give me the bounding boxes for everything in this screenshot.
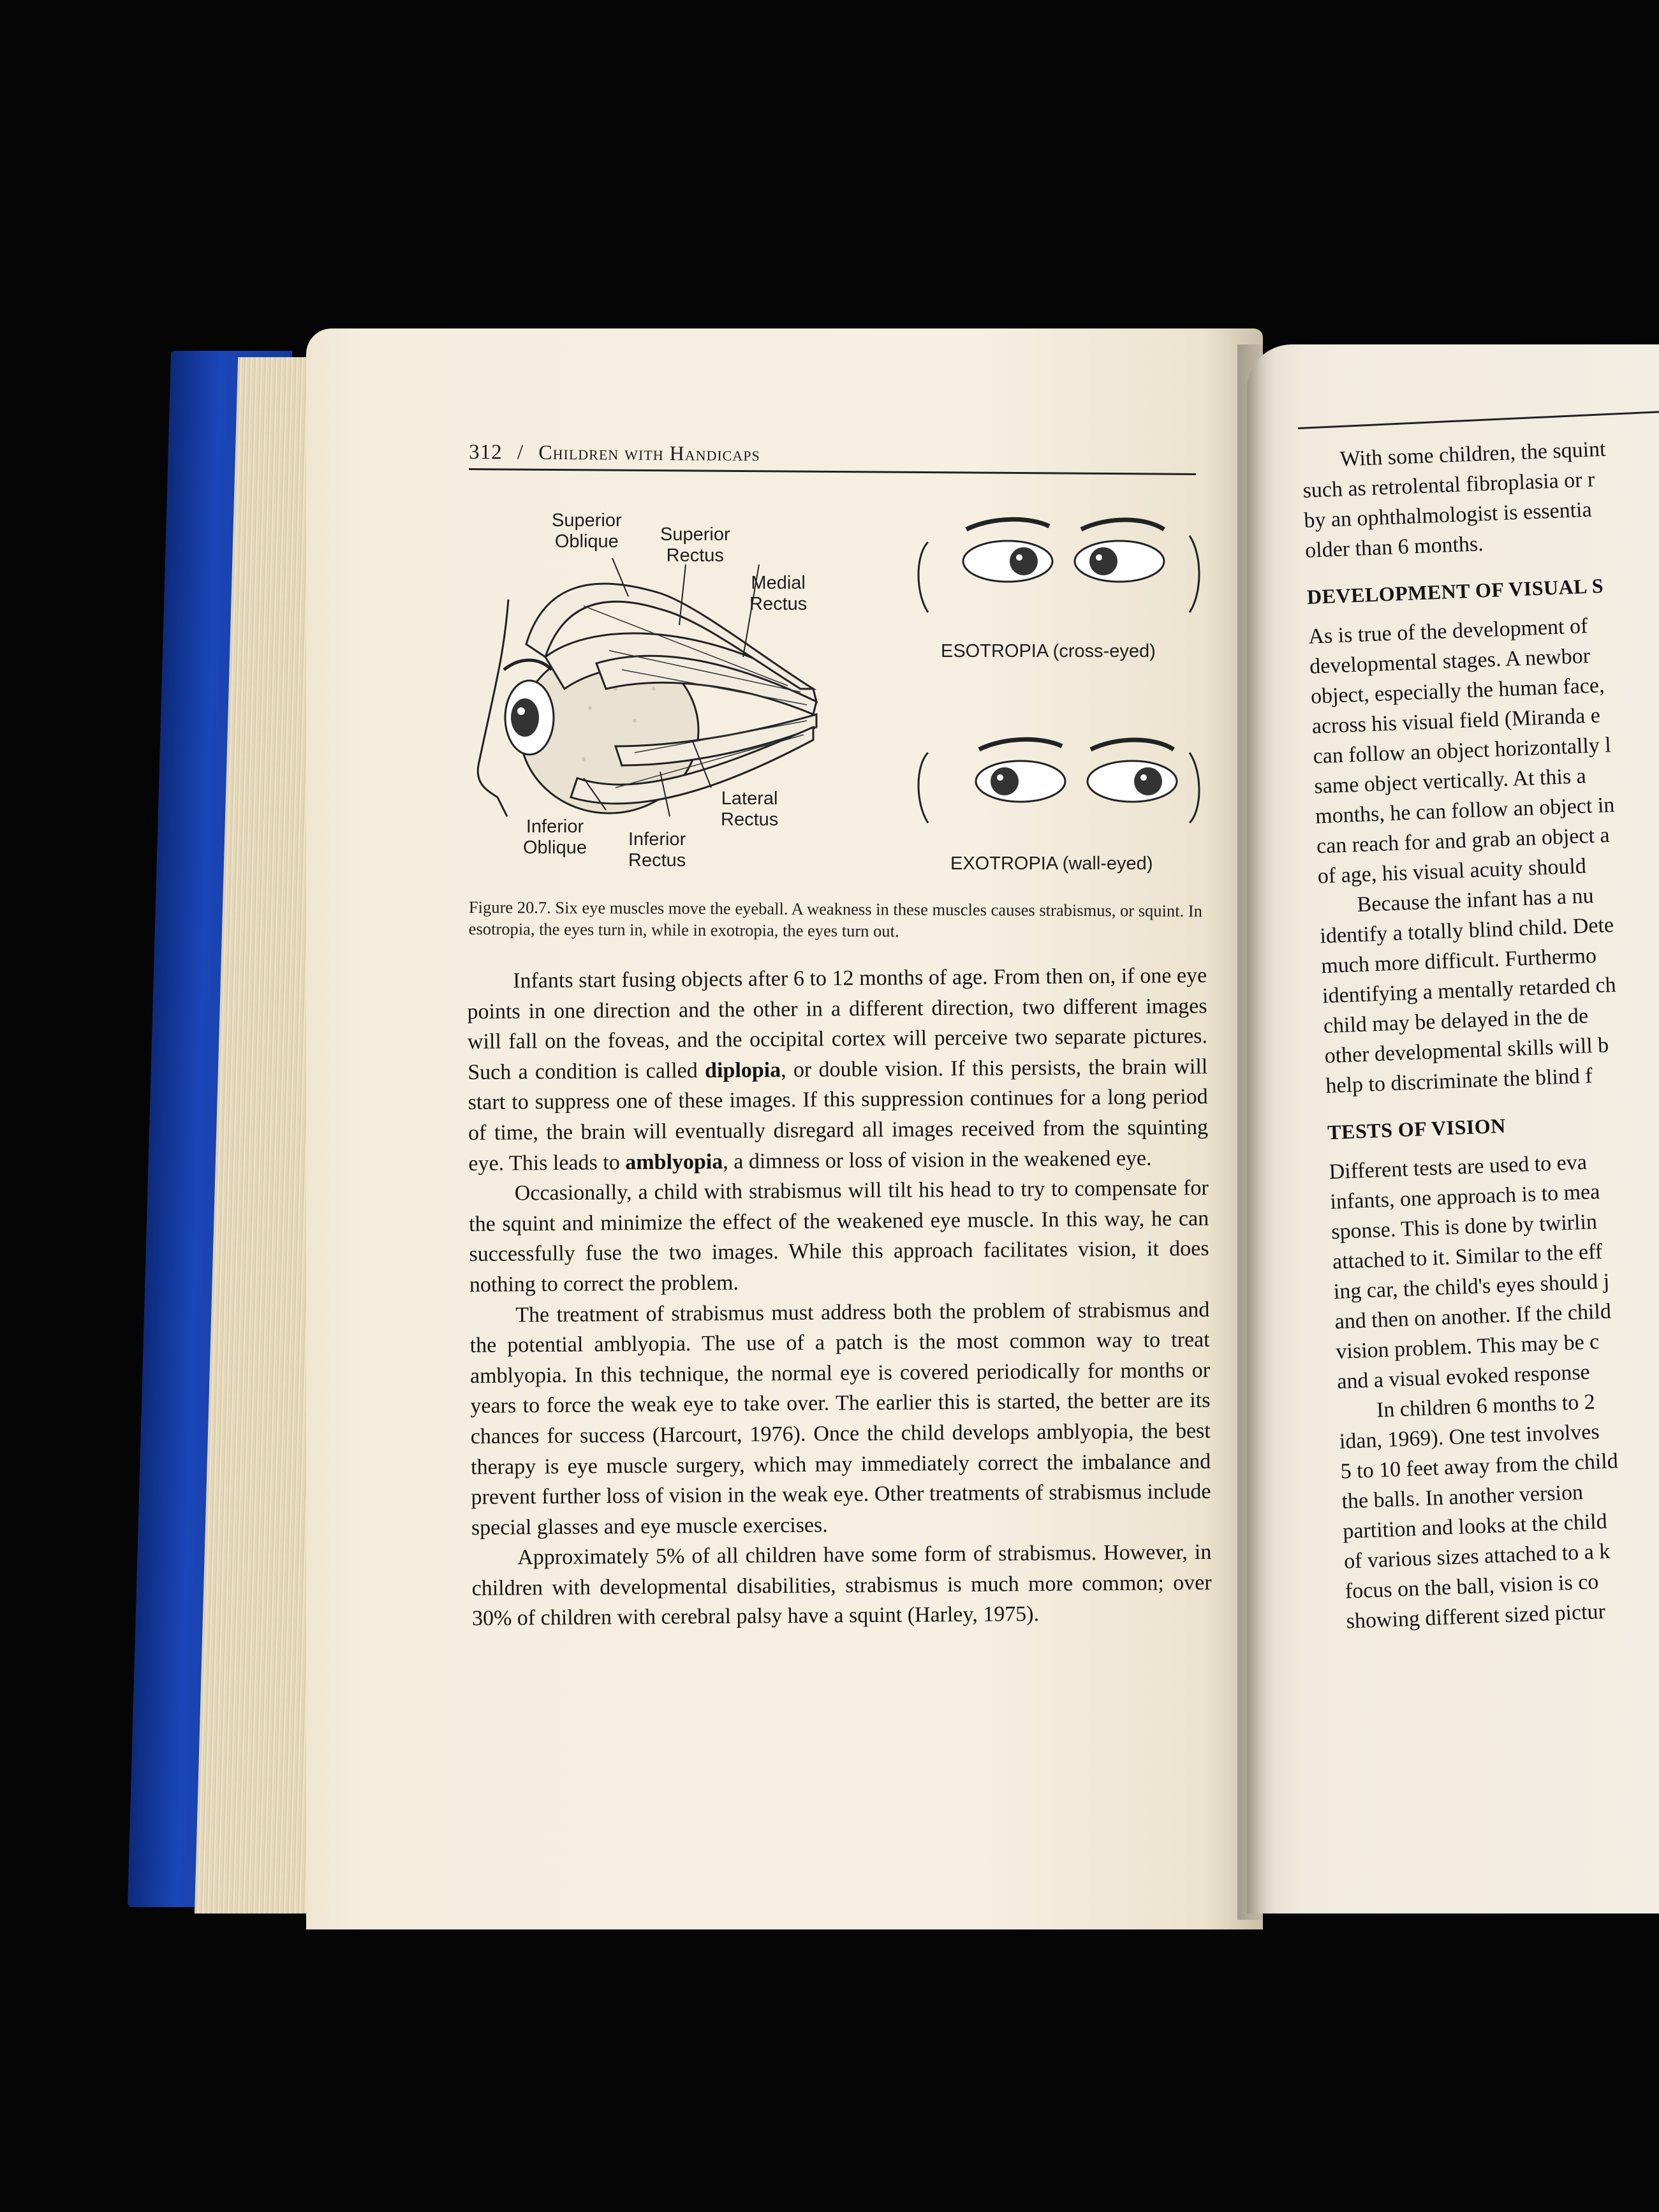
right-line: In children 6 months to 2: [1376, 1390, 1596, 1422]
right-line: months, he can follow an object in: [1315, 793, 1615, 829]
right-line: and a visual evoked response: [1336, 1360, 1591, 1394]
right-line: developmental stages. A newbor: [1309, 644, 1591, 679]
section-heading-visual-development: DEVELOPMENT OF VISUAL S: [1306, 573, 1604, 608]
right-line: ing car, the child's eyes should j: [1333, 1269, 1610, 1304]
right-line: object, especially the human face,: [1310, 674, 1605, 709]
term-diplopia: diplopia: [704, 1058, 781, 1082]
right-line: identify a totally blind child. Dete: [1319, 913, 1614, 948]
right-line: of age, his visual acuity should: [1317, 854, 1587, 888]
right-line: vision problem. This may be c: [1335, 1330, 1600, 1364]
right-line: 5 to 10 feet away from the child: [1340, 1449, 1619, 1484]
section-heading-tests-of-vision: TESTS OF VISION: [1327, 1114, 1507, 1144]
header-separator: /: [517, 441, 524, 464]
right-line: other developmental skills will b: [1324, 1033, 1609, 1068]
right-line: Different tests are used to eva: [1329, 1150, 1588, 1184]
right-line: idan, 1969). One test involves: [1339, 1420, 1600, 1454]
esotropia-eyes: [918, 519, 1199, 612]
right-line: can reach for and grab an object a: [1316, 823, 1611, 859]
figure-eye-muscles: [469, 498, 1202, 880]
label-superior-rectus: Superior Rectus: [660, 524, 730, 566]
label-lateral-rectus: Lateral Rectus: [721, 788, 779, 830]
body-text: [467, 961, 1212, 1634]
label-inferior-oblique: Inferior Oblique: [523, 816, 587, 859]
label-esotropia: ESOTROPIA (cross-eyed): [941, 641, 1156, 661]
right-line: such as retrolental fibroplasia or r: [1302, 468, 1595, 503]
label-inferior-rectus: Inferior Rectus: [628, 829, 686, 871]
running-title: Children with Handicaps: [538, 440, 760, 466]
right-line: across his visual field (Miranda e: [1311, 704, 1601, 739]
right-line: by an ophthalmologist is essentia: [1303, 498, 1593, 533]
running-header: [469, 440, 1196, 475]
exotropia-eyes: [918, 739, 1199, 823]
right-line: showing different sized pictur: [1346, 1600, 1606, 1633]
book-gutter-shadow: [1237, 344, 1276, 1920]
right-line: As is true of the development of: [1308, 614, 1588, 649]
right-line: much more difficult. Furthermo: [1320, 943, 1597, 978]
term-amblyopia: amblyopia: [625, 1149, 723, 1174]
right-line: focus on the ball, vision is co: [1345, 1570, 1599, 1604]
right-line: Because the infant has a nu: [1356, 884, 1595, 917]
right-line: sponse. This is done by twirlin: [1331, 1210, 1598, 1244]
right-line: child may be delayed in the de: [1323, 1004, 1589, 1038]
right-line: of various sizes attached to a k: [1343, 1540, 1611, 1574]
right-line: help to discriminate the blind f: [1325, 1064, 1593, 1098]
label-medial-rectus: Medial Rectus: [749, 573, 807, 615]
right-line: identifying a mentally retarded ch: [1322, 973, 1617, 1008]
right-line: can follow an object horizontally l: [1312, 733, 1612, 769]
right-line: infants, one approach is to mea: [1329, 1180, 1600, 1214]
right-line: same object vertically. At this a: [1313, 764, 1587, 799]
paragraph-3: The treatment of strabismus must address both the problem of strabismus and the potential amblyopia. The use of a patch is the most common way to treat amblyopia. In this technique, the normal eye is covered periodically for months or years to force the weak eye to take over. The earlier this is started, the better are its chances for success (Harcourt, 1976). Once the child develops amblyopia, the best therapy is eye muscle surgery, which may immediately correct the imbalance and prevent further loss of vision in the weak eye. Other treatments of strabismus include special glasses and eye muscle exercises.: [469, 1297, 1211, 1540]
right-line: attached to it. Similar to the eff: [1332, 1240, 1603, 1274]
right-line: and then on another. If the child: [1334, 1299, 1612, 1334]
right-line: With some children, the squint: [1339, 437, 1607, 471]
figure-caption: Figure 20.7. Six eye muscles move the eyeball. A weakness in these muscles causes strabismus, or squint. In esotropia, the eyes turn in, while in exotropia, the eyes turn out.: [468, 897, 1202, 941]
right-line: older than 6 months.: [1304, 532, 1484, 563]
label-exotropia: EXOTROPIA (wall-eyed): [950, 853, 1153, 874]
right-page-text: [1301, 431, 1659, 1637]
page-number: 312: [469, 441, 503, 464]
label-superior-oblique: Superior Oblique: [552, 510, 622, 552]
paragraph-4: Approximately 5% of all children have some form of strabismus. However, in children with developmental disabilities, strabismus is much more common; over 30% of children with cerebral palsy have a squint (Harley, 1975).: [471, 1540, 1212, 1631]
paragraph-1: Infants start fusing objects after 6 to 12 months of age. From then on, if one eye points in one direction and the other in a different direction, two different images will fall on the foveas, and the occipital cortex will perceive two separate pictures. Such a condition is called diplopia, or double vision. If this persists, the brain will start to suppress one of these images. If this suppression continues for a long period of time, the brain will eventually disregard all images received from the squinting eye. This leads to amblyopia, a dimness or loss of vision in the weakened eye.: [467, 963, 1209, 1176]
right-line: partition and looks at the child: [1342, 1510, 1608, 1544]
paragraph-2: Occasionally, a child with strabismus will tilt his head to try to compensate for the squint and minimize the effect of the weakened eye muscle. In this way, he can successfully fuse the two images. While this approach facilitates vision, it does nothing to correct the problem.: [469, 1176, 1209, 1297]
right-line: the balls. In another version: [1341, 1480, 1584, 1514]
